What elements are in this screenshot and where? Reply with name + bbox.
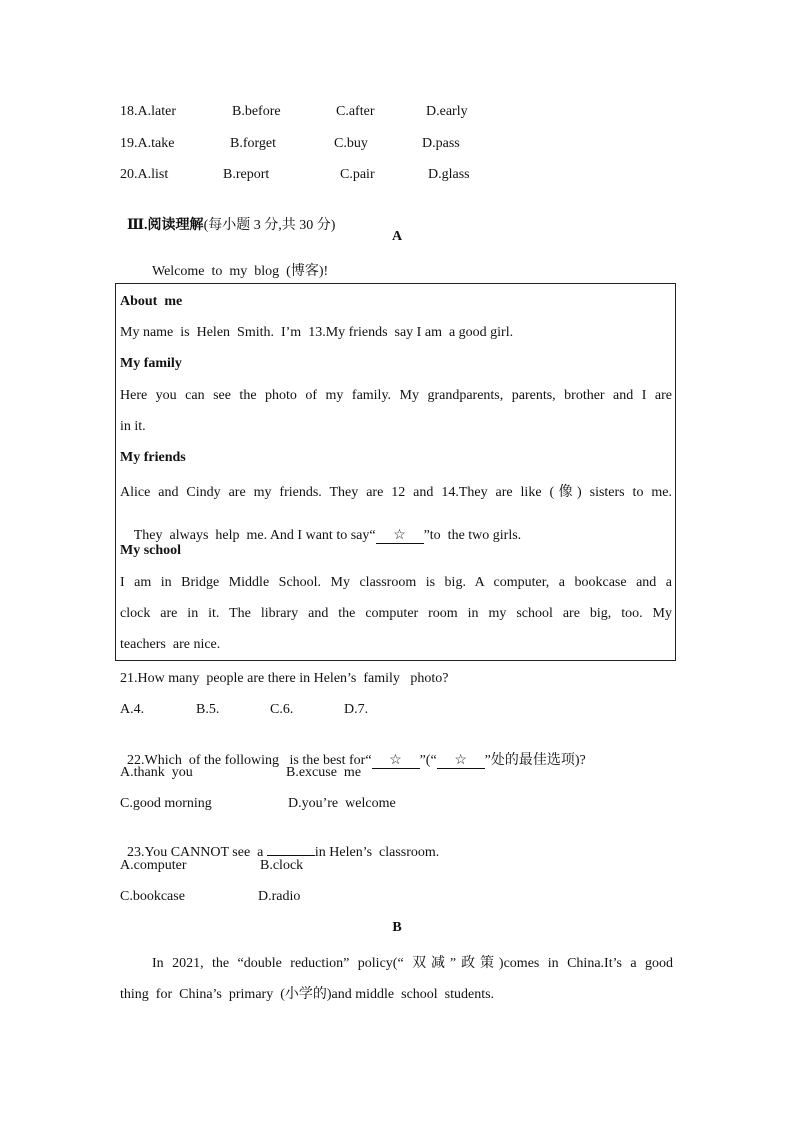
option-a: 18.A.later [120, 104, 176, 119]
friends-line-2-post: ”to the two girls. [423, 528, 522, 543]
question-21: 21.How many people are there in Helen’s family photo? [120, 671, 449, 686]
option-a: 19.A.take [120, 136, 175, 151]
section-title: Ⅲ.阅读理解 [127, 218, 204, 233]
option-a: A.computer [120, 858, 187, 873]
answer-blank: ☆ [376, 529, 424, 544]
question-23-pre: 23.You CANNOT see a [127, 845, 267, 860]
question-23 [120, 827, 439, 861]
question-22-mid: ”(“ [419, 753, 437, 768]
friends-line-2-pre: They always help me. And I want to say“ [133, 528, 376, 543]
question-22-post: ”处的最佳选项)? [484, 753, 586, 768]
blog-box [115, 283, 676, 661]
friends-heading: My friends [120, 450, 186, 465]
about-text: My name is Helen Smith. I’m 13.My friends say I am a good girl. [120, 325, 514, 340]
option-a: A.thank you [120, 765, 193, 780]
option-b: B.report [223, 167, 270, 182]
option-b: B.before [232, 104, 281, 119]
family-line-2: in it. [120, 419, 146, 434]
school-line-2: clock are in it. The library and the computer room in my school are big, too. My [120, 606, 672, 621]
passage-b-label: B [392, 920, 402, 935]
question-22-pre: 22.Which of the following is the best for“ [127, 753, 372, 768]
school-line-3: teachers are nice. [120, 637, 221, 652]
option-d: D.radio [258, 889, 301, 904]
passage-b-line-1: In 2021, the “double reduction” policy(“ 双减”政策)comes in China.It’s a good [152, 956, 673, 971]
option-b: B.5. [196, 702, 220, 717]
family-heading: My family [120, 356, 182, 371]
section-note: (每小题 3 分,共 30 分) [203, 218, 336, 233]
option-d: D.7. [344, 702, 369, 717]
option-b: B.forget [230, 136, 277, 151]
about-heading: About me [120, 294, 183, 309]
answer-blank: ☆ [437, 754, 485, 769]
option-a: 20.A.list [120, 167, 169, 182]
option-c: C.buy [334, 136, 368, 151]
option-b: B.clock [260, 858, 304, 873]
option-d: D.glass [428, 167, 470, 182]
option-c: C.6. [270, 702, 294, 717]
option-c: C.bookcase [120, 889, 185, 904]
passage-a-intro: Welcome to my blog (博客)! [152, 264, 329, 279]
option-d: D.you’re welcome [288, 796, 396, 811]
option-c: C.after [336, 104, 375, 119]
school-line-1: I am in Bridge Middle School. My classroom is big. A computer, a bookcase and a [120, 575, 672, 590]
passage-a-label: A [391, 229, 403, 244]
option-a: A.4. [120, 702, 145, 717]
option-c: C.good morning [120, 796, 212, 811]
option-b: B.excuse me [286, 765, 362, 780]
option-c: C.pair [340, 167, 375, 182]
answer-blank: ☆ [372, 754, 420, 769]
option-d: D.early [426, 104, 468, 119]
friends-line-1: Alice and Cindy are my friends. They are 12 and 14.They are like (像) sisters to me. [120, 485, 672, 500]
school-heading: My school [120, 543, 182, 558]
option-d: D.pass [422, 136, 460, 151]
passage-b-line-2: thing for China’s primary (小学的)and middle school students. [120, 987, 495, 1002]
answer-blank [267, 843, 315, 856]
family-line-1: Here you can see the photo of my family. My grandparents, parents, brother and I are [120, 388, 672, 403]
question-23-post: in Helen’s classroom. [314, 845, 440, 860]
question-22 [120, 733, 586, 769]
